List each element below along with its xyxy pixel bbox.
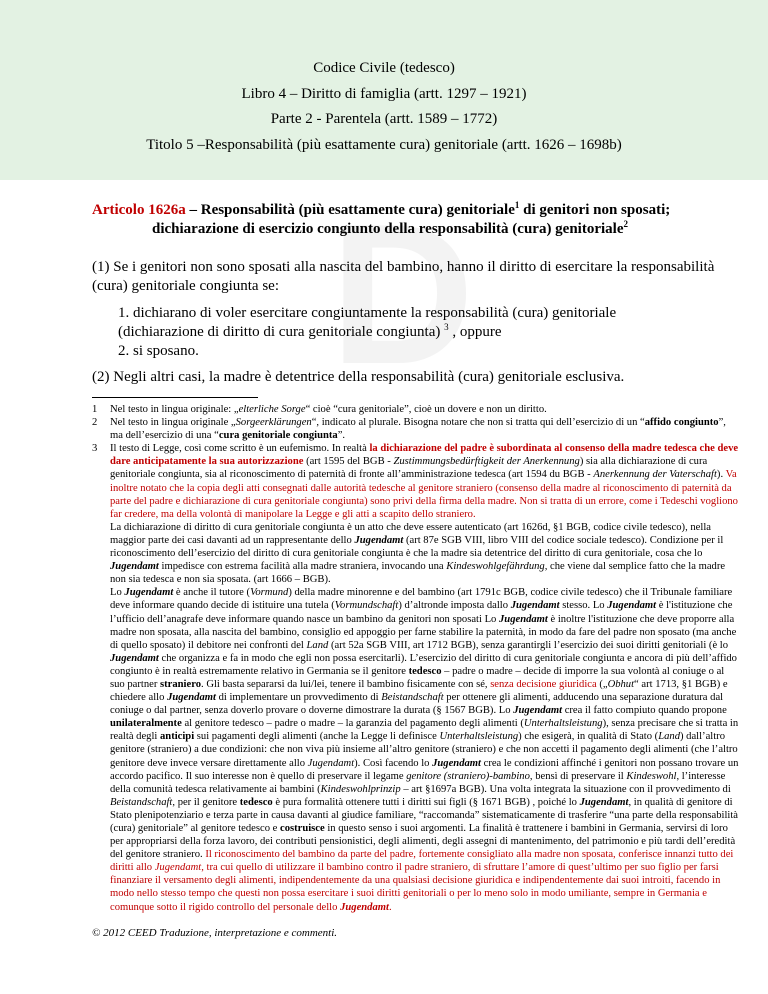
footnote-3-segment: Jugendamt xyxy=(124,587,174,599)
footnote-divider xyxy=(92,397,258,398)
footnote-3-segment: è inoltre l'istituzione che deve proporre alla madre non sposata, alla nascita del bambino, consiglio ed appoggio per farne stabilire la paternità, in modo da fare del padre non sposato (ma anche di quello sposato) il debitore nei confronti del xyxy=(110,613,737,651)
footnote-3-segment: per ottenere gli alimenti, adducendo una separazione duratura dal coniuge o dal partner, senza doverlo provare o doverne dimostrare la durata (§ 1567 BGB). Lo xyxy=(110,692,724,717)
footnote-ref-3[interactable]: 3 xyxy=(444,322,449,332)
footnote-number: 1 xyxy=(92,404,98,415)
footnote-3-segment: Vormundschaft xyxy=(334,600,399,612)
footnote-3-segment: . xyxy=(388,901,392,913)
footnote-3-segment: Lo xyxy=(110,587,125,599)
footnote-3-segment: (art 1595 del BGB - xyxy=(303,456,394,468)
footnote-3-segment: Jugendamt xyxy=(510,600,560,612)
footnote-3-paragraph-3 xyxy=(110,587,738,912)
footnote-3-segment: – art §1697a BGB). Una volta integrata la situazione con il provvedimento di xyxy=(400,783,731,795)
footnote-3-segment: Unterhaltsleistung xyxy=(523,718,603,730)
footnote-number: 2 xyxy=(92,417,98,429)
footnote-3-segment: , bensì di preservare il xyxy=(529,770,627,782)
footnote-3-segment: ). Così facendo lo xyxy=(354,757,433,769)
article-title-a: – Responsabilità (più esattamente cura) genitoriale xyxy=(185,202,515,218)
footnote-3-segment: Beistandschaft xyxy=(381,692,444,704)
footnote-3-segment: Jugendamt xyxy=(340,901,389,913)
footnote-3-segment: Il testo di Legge, così come scritto è un eufemismo. In realtà xyxy=(110,443,370,455)
footnote-1 xyxy=(92,403,740,416)
footnote-3-segment: tedesco xyxy=(239,796,273,808)
footnote-ref-2[interactable]: 2 xyxy=(623,219,628,229)
footnote-3-segment: ), senza precisare che si tratta in realtà degli xyxy=(110,718,739,743)
list-item-1b-wrap xyxy=(118,323,738,342)
footnote-term: elterliche Sorge xyxy=(238,404,306,415)
footnote-text: “, indicato al plurale. Bisogna notare che non si tratta qui dell’esercizio di un “ xyxy=(311,417,645,429)
condition-list xyxy=(118,304,738,361)
footnote-3-segment: , tra cui quello di utilizzare il bambino contro il padre straniero, di sfruttare l’amore di quest’ultimo per suo figlio per farsi finanziare il versamento degli alimenti, indipendentemente da una qualsiasi decisione giuridica e indipendentemente dai suoi introiti, facendo in modo nello stesso tempo che questi non possa esercitare i suoi diritti genitoriali o per lo meno solo in modo umiliante, sempre in Germania e comunque sotto il rigido controllo del personale dello xyxy=(110,862,721,913)
footnote-3-segment: , l’interesse della comunità tedesca relativamente ai bambini ( xyxy=(110,770,726,795)
footnote-3-segment: (art 52a SGB VIII, art 1712 BGB), senza garantirgli l’esercizio dei suoi diritti genitoriali (è lo xyxy=(328,639,729,651)
footnote-3-segment: è anche il tutore ( xyxy=(173,587,251,599)
footnote-3-segment: crea le condizioni affinché i genitori non possano trovare un accordo pacifico. Il suo interesse non è quello di preservare il legame xyxy=(110,757,739,782)
footnote-3-segment: Land xyxy=(306,639,329,651)
footnote-3-segment: Kindeswohlgefährdung, xyxy=(446,561,548,573)
footnote-3-segment: è pura formalità ottenere tutti i diritti sui figli (§ 1671 BGB) , poiché lo xyxy=(272,796,580,808)
footnote-3-segment: senza decisione giuridica xyxy=(490,678,597,690)
book-title: Libro 4 – Diritto di famiglia (artt. 1297 – 1921) xyxy=(241,86,527,102)
footnote-3-segment: Jugendamt xyxy=(307,757,355,769)
footnote-3-paragraph-1 xyxy=(110,443,738,519)
footnote-ref-1[interactable]: 1 xyxy=(514,200,520,210)
footnote-3-segment: Kindeswohlprinzip xyxy=(320,783,401,795)
footnote-emphasis: cura genitoriale congiunta xyxy=(218,430,338,442)
paragraph-2: (2) Negli altri casi, la madre è detentrice della responsabilità (cura) genitoriale esclusiva. xyxy=(92,369,625,385)
footnote-3-segment: Beistandschaft xyxy=(110,796,173,808)
footnote-3-segment: Jugendamt xyxy=(154,862,202,874)
footnote-3-segment: ) sia alla dichiarazione di cura genitoriale congiunta, sia al riconoscimento di paternità di fronte all’amministrazione tedesca (art 1594 du BGB - xyxy=(110,456,708,481)
footnote-3-segment: Jugendamt xyxy=(110,652,159,664)
footnote-3-segment: Jugendamt xyxy=(432,757,481,769)
copyright-footer: © 2012 CEED Traduzione, interpretazione e commenti. xyxy=(92,927,338,939)
footnote-3-segment: ) d’altronde imposta dallo xyxy=(398,600,511,612)
list-item-1a: 1. dichiarano di voler esercitare congiuntamente la responsabilità (cura) genitoriale xyxy=(118,305,617,321)
footnote-3-segment: („ xyxy=(596,678,608,690)
footnote-emphasis: affido congiunto xyxy=(644,417,719,429)
footnote-3-segment: di implementare un provvedimento di xyxy=(215,692,382,704)
footnote-3-segment: che viene dal semplice fatto che la madre non sia tedesca e non sia sposata. (art 1666 – BGB). xyxy=(110,561,726,586)
footnote-text: Nel testo in lingua originale: „ xyxy=(110,404,239,415)
footnote-3-segment: Jugendamt xyxy=(579,796,629,808)
footnote-3-segment: ) che esigerà, in qualità di Stato ( xyxy=(518,731,659,743)
footnote-term: Sorgeerklärungen xyxy=(235,417,312,429)
article-heading xyxy=(92,201,732,239)
footnote-3-segment: Il riconoscimento del bambino da parte del padre, fortemente consigliato alla madre non sposata, conferisce innanzi tutto dei diritti allo xyxy=(110,849,734,874)
footnote-3-segment: Jugendamt xyxy=(513,705,563,717)
footnote-3-segment: Vormund xyxy=(250,587,289,599)
footnote-3 xyxy=(92,442,740,913)
footnote-3-segment: tedesco xyxy=(408,665,442,677)
header-band xyxy=(0,0,768,180)
footnote-3-segment: anticipi xyxy=(160,731,195,743)
footnote-3-segment: Kindeswohl xyxy=(626,770,677,782)
footnote-3-segment: straniero xyxy=(160,678,202,690)
footnote-3-segment: Zustimmungsbedürftigkeit der Anerkennung xyxy=(393,456,580,468)
footnote-3-segment: in questo senso i suoi argomenti. La finalità è trattenere i bambini in Germania, servirsi di loro per appropriarsi della forza lavoro, dei contributi pensionistici, degli alimenti, degli assegni di mantenimento, del patrimonio e più tardi dell’eredità del genitore straniero. xyxy=(110,823,736,861)
footnote-3-paragraph-2 xyxy=(110,522,725,585)
footnote-text: ”. xyxy=(337,430,346,442)
code-title: Codice Civile (tedesco) xyxy=(313,60,455,76)
footnote-3-segment: La dichiarazione di diritto di cura genitoriale congiunta è un atto che deve essere autenticato (art 1626d, §1 BGB, codice civile tedesco), nella maggior parte dei casi davanti ad un rappresentante dello xyxy=(110,521,711,546)
footnote-3-segment: Unterhaltsleistung xyxy=(439,731,519,743)
footnote-3-segment: unilateralmente xyxy=(110,718,182,730)
footnote-number: 3 xyxy=(92,443,98,455)
footnote-3-segment: è l'istituzione che l’ufficio dell’anagrafe deve informare quando nasce un bambino da genitori non sposati Lo xyxy=(110,600,733,625)
footnote-3-segment: al genitore tedesco – padre o madre – la garanzia del pagamento degli alimenti ( xyxy=(181,718,524,730)
list-item-2: 2. si sposano. xyxy=(118,343,199,359)
footnote-3-segment: sui pagamenti degli alimenti (anche la Legge li definisce xyxy=(194,731,440,743)
footnote-3-segment: Jugendamt xyxy=(167,692,216,704)
footnotes xyxy=(92,403,740,914)
article-number: Articolo 1626a xyxy=(92,202,186,218)
footnote-3-segment: Anerkennung der Vaterschaft xyxy=(593,469,717,481)
paragraph-1: (1) Se i genitori non sono sposati alla nascita del bambino, hanno il diritto di esercitare la responsabilità (cura) genitoriale congiunta se: xyxy=(92,259,715,294)
footnote-3-segment: stesso. Lo xyxy=(559,600,608,612)
footnote-3-segment: ). xyxy=(716,469,726,481)
footnote-3-segment: ) della madre minorenne e del bambino (art 1791c BGB, codice civile tedesco) che il Tribunale familiare deve informare quando decide di istituire una tutela ( xyxy=(110,587,733,612)
footnote-3-segment: ) dall’altro genitore (straniero) a due condizioni: che non viva più insieme all’altro genitore (straniero) e che non accetti il pagamento degli alimenti (che l’altro genitore deve invece versare direttamente allo xyxy=(110,731,738,769)
footnote-3-segment: costruisce xyxy=(280,823,325,834)
list-item-1b: (dichiarazione di diritto di cura genitoriale congiunta) xyxy=(118,324,441,340)
part-title: Parte 2 - Parentela (artt. 1589 – 1772) xyxy=(270,111,498,127)
list-item-1c: , oppure xyxy=(448,324,502,340)
footnote-3-segment: (art 87e SGB VIII, libro VIII del codice sociale tedesco). Condizione per il riconoscimento dell’esercizio del diritto di cura genitoriale congiunta è che la madre sia detentrice del diritto di cura genitoriale, cosa che lo xyxy=(110,534,724,560)
footnote-3-segment: Obhut xyxy=(607,678,635,690)
footnote-3-segment: che organizza e fa in modo che egli non possa esercitarli). L’esercizio del diritto di cura genitoriale congiunta e ancora di più dell’affido congiunto è in realtà estremamente relativo in Germania se il genitore xyxy=(110,652,737,677)
footnote-3-segment: Va inoltre notato che la copia degli atti consegnati dalle autorità tedesche al genitore straniero (consenso della madre al riconoscimento di paternità da parte del padre e dichiarazione di cura genitoriale congiunta) sono privi della firma della madre. Non si tratta di un errore, come i Tedeschi vogliono far credere, ma della volontà di manipolare la Legge e gli atti a scapito dello straniero. xyxy=(110,469,738,520)
article-title-b: di genitori non sposati; xyxy=(519,202,671,218)
footnote-3-segment: “ art 1713, §1 BGB) e chiedere allo xyxy=(110,678,728,704)
footnote-3-segment: Jugendamt xyxy=(499,613,548,625)
footnote-3-segment: , per il genitore xyxy=(172,796,240,808)
footnote-3-segment: Jugendamt xyxy=(607,600,657,612)
footnote-text: “ cioè “cura genitoriale”, cioè un dovere e non un diritto. xyxy=(305,404,547,415)
footnote-3-segment: Jugendamt xyxy=(110,561,159,573)
article-title-c: dichiarazione di esercizio congiunto della responsabilità (cura) genitoriale xyxy=(152,221,624,237)
title-heading: Titolo 5 –Responsabilità (più esattamente cura) genitoriale (artt. 1626 – 1698b) xyxy=(146,137,622,153)
footnote-text: ”, ma dell’esercizio di una “ xyxy=(110,417,726,442)
footnote-3-segment: Jugendamt xyxy=(354,534,404,546)
footnote-2 xyxy=(92,416,740,442)
footnote-3-segment: crea il fatto compiuto quando propone xyxy=(562,705,727,717)
footnote-3-segment: Land xyxy=(658,731,680,743)
footnote-3-segment: la dichiarazione del padre è subordinata al consenso della madre tedesca che deve dare anticipatamente la sua autorizzazione xyxy=(110,443,739,468)
footnote-3-segment: impedisce con estrema facilità alla madre straniera, invocando una xyxy=(158,561,447,573)
footnote-3-segment: . Gli basta separarsi da lui/lei, tenere il bambino fisicamente con sé, xyxy=(201,678,491,690)
footnote-3-segment: , in qualità di genitore di Stato plenipotenziario e terza parte in causa davanti al giudice familiare, “raccomanda” sistematicamente di trasferire “una parte della responsabilità (cura) genitoriale” al genitore tedesco e xyxy=(110,796,738,834)
footnote-text: Nel testo in lingua originale „ xyxy=(110,417,236,429)
footnote-3-segment: – padre o madre – decide di imporre la sua volontà al coniuge o al suo partner xyxy=(110,665,725,690)
footnote-3-segment: genitore (straniero)-bambino xyxy=(406,770,530,782)
